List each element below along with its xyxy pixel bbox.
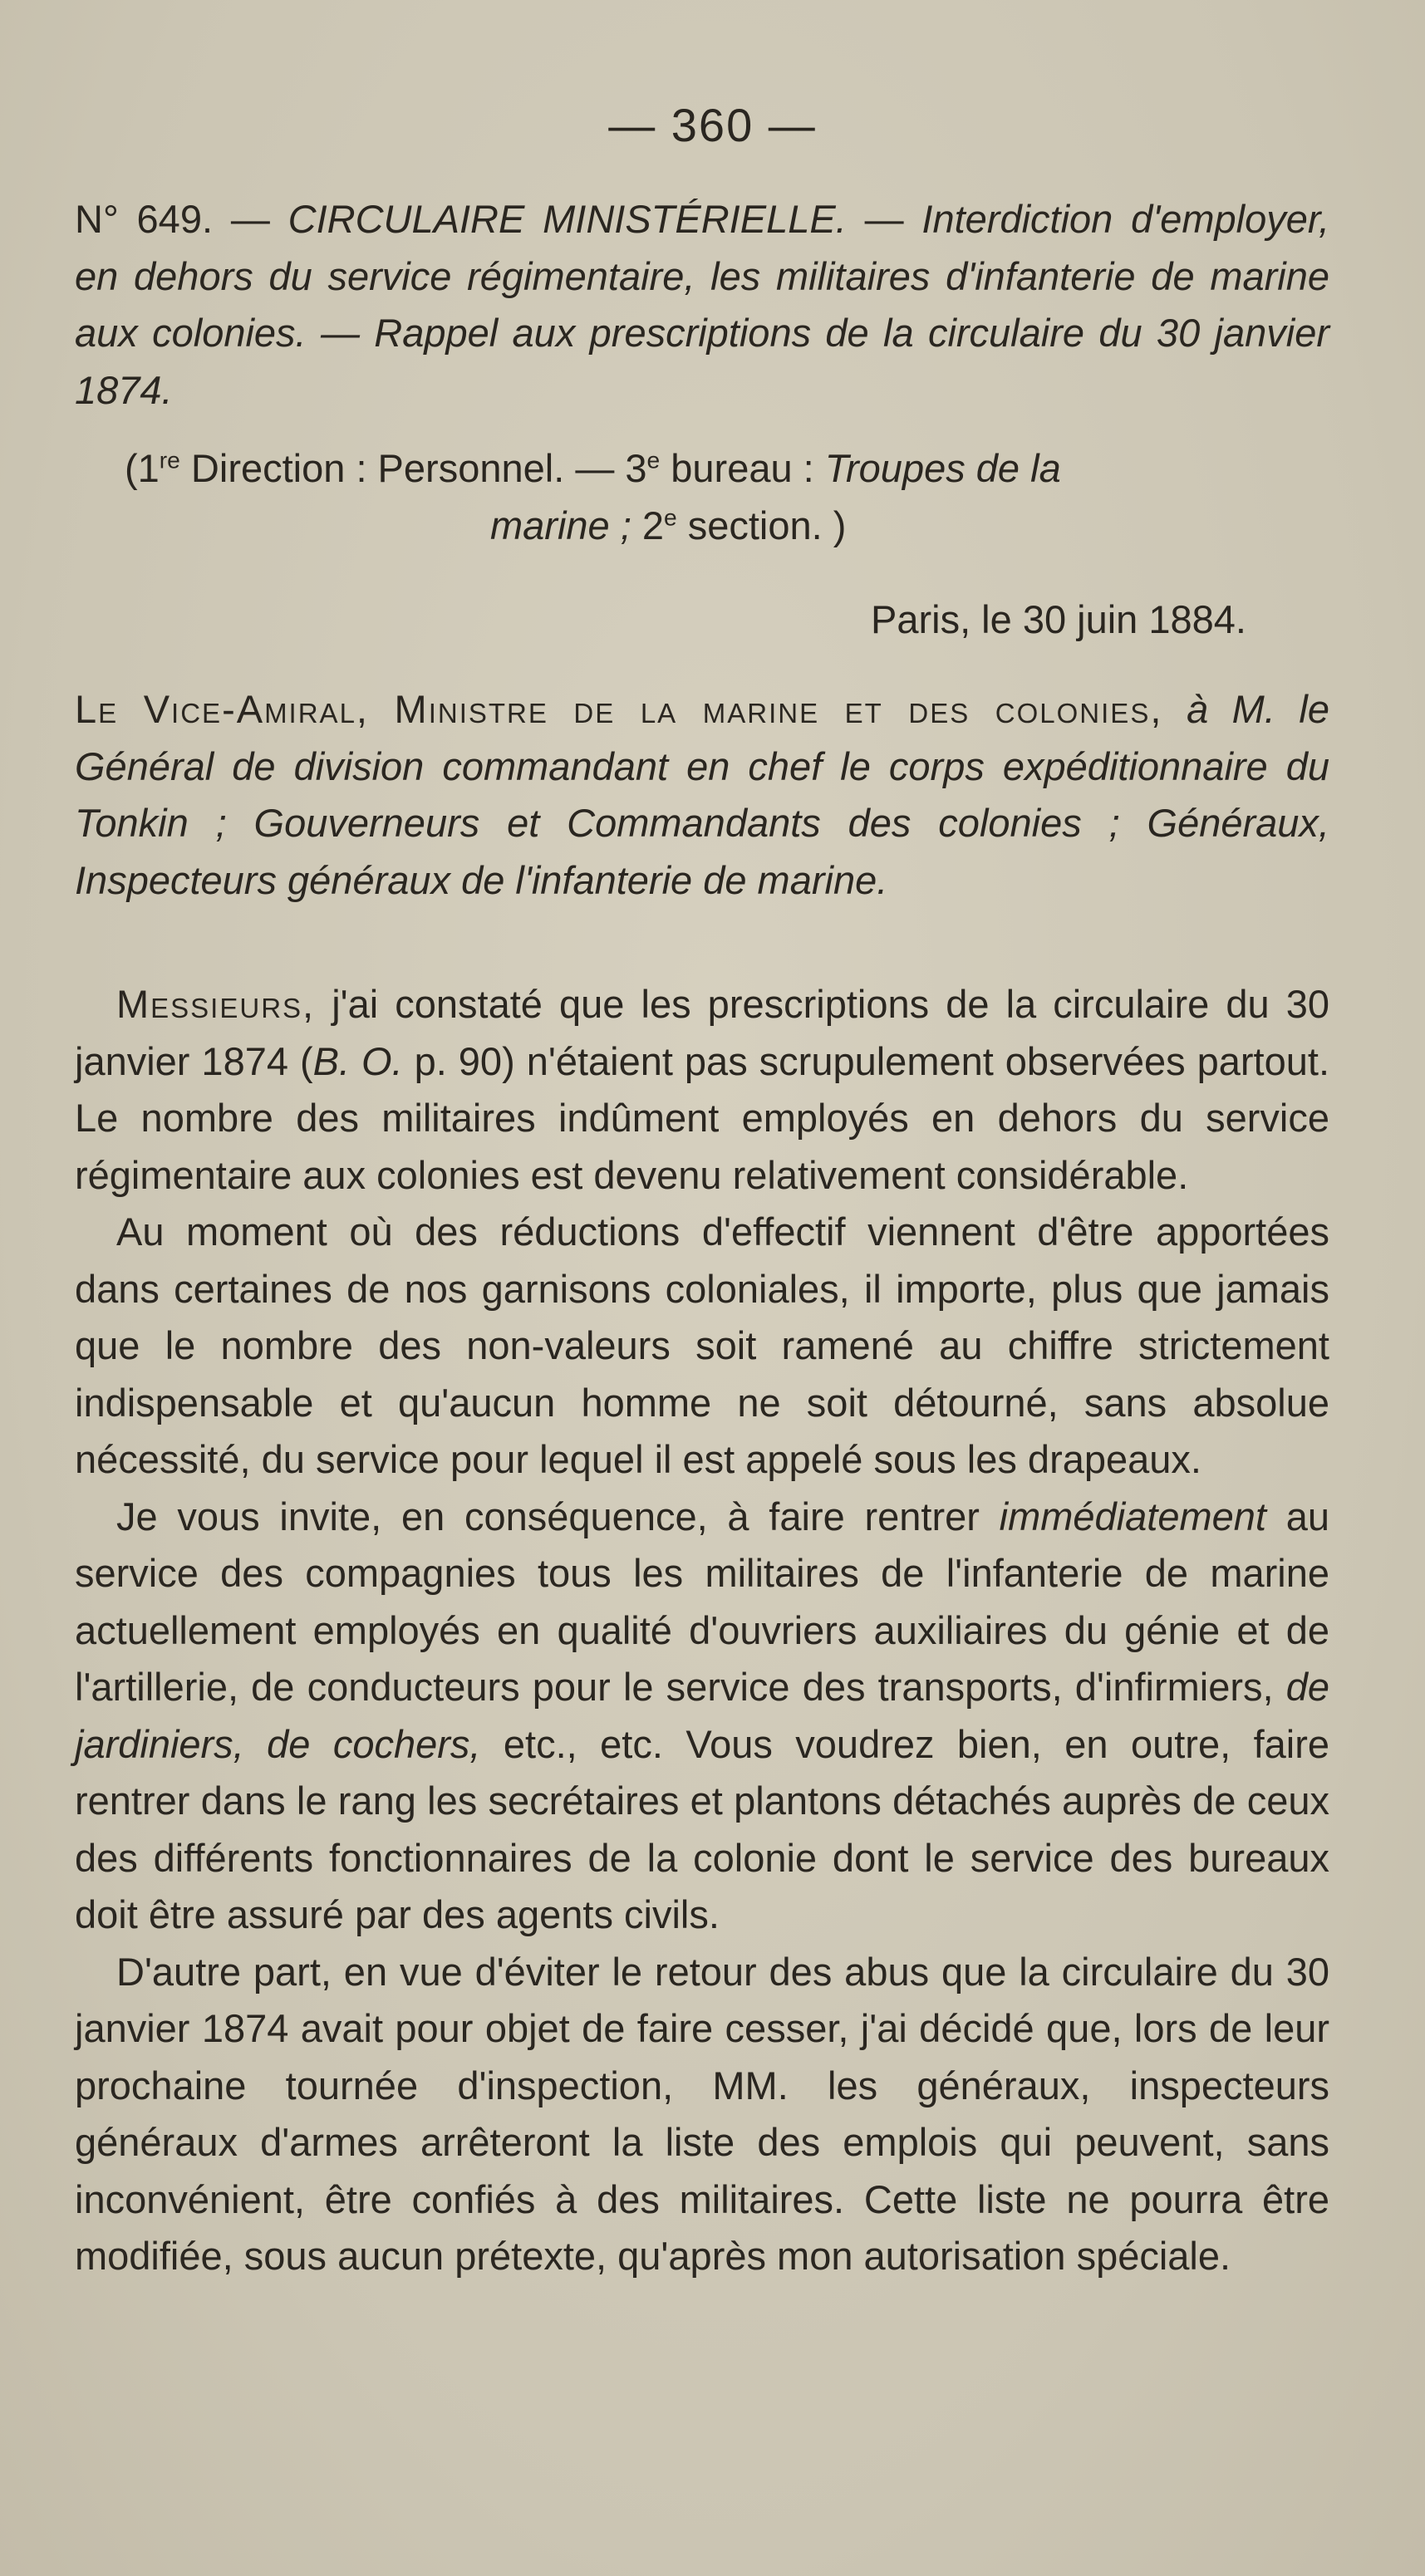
dateline: Paris, le 30 juin 1884.	[870, 597, 1246, 641]
heading-dash: —	[213, 197, 288, 241]
jardiniers-text: de jardiniers, de cochers,	[75, 1665, 1329, 1766]
direction-line-2	[125, 498, 1329, 555]
circular-heading	[75, 191, 1329, 419]
circular-number: N° 649.	[75, 197, 214, 241]
section-text: section. )	[676, 503, 847, 547]
troupes-text: Troupes de la	[824, 446, 1061, 490]
circular-subject: Interdiction d'employer, en dehors du service régimentaire, les militaires d'infanterie de marine aux colonies. — Rappel aux prescriptions de la circulaire du 30 janvier 1874.	[75, 197, 1329, 412]
bureau-sup: e	[646, 446, 661, 473]
section-number: 2	[631, 503, 664, 547]
circular-type: CIRCULAIRE MINISTÉRIELLE.	[287, 197, 847, 241]
paragraph-3-text-b: au service des compagnies tous les militaires de l'infanterie de marine actuellement employés en qualité d'ouvriers auxiliaires du génie et de l'artillerie, de conducteurs pour le service des transports, d'infirmiers,	[75, 1494, 1329, 1709]
bulletin-reference: B. O.	[312, 1038, 403, 1083]
paragraph-1-text-b: p. 90) n'étaient pas scrupulement observées partout. Le nombre des militaires indûment employés en dehors du service régimentaire aux colonies est devenu relativement considérable.	[75, 1038, 1329, 1197]
direction-text: (1	[125, 446, 160, 490]
marine-text: marine ;	[490, 503, 631, 547]
paragraph-4: D'autre part, en vue d'éviter le retour des abus que la circulaire du 30 janvier 1874 avait pour objet de faire cesser, j'ai décidé que, lors de leur prochaine tournée d'inspection, MM. les généraux, inspecteurs généraux d'armes arrêteront la liste des emplois qui peuvent, sans inconvénient, être confiés à des militaires. Cette liste ne pourra être modifiée, sous aucun prétexte, qu'après mon autorisation spéciale.	[75, 1949, 1329, 2278]
paragraph-3-text-a: Je vous invite, en conséquence, à faire rentrer	[116, 1494, 1000, 1538]
bureau-text: bureau :	[660, 446, 825, 490]
direction-sup: re	[159, 446, 180, 473]
page-number: — 360 —	[608, 99, 817, 151]
letter-body	[75, 976, 1329, 2285]
heading-dash-2: —	[846, 197, 922, 241]
paragraph-3	[75, 1489, 1329, 1944]
salutation: Messieurs,	[116, 982, 316, 1026]
paragraph-1-text-a: j'ai constaté que les prescriptions de la circulaire du 30 janvier 1874 (	[75, 982, 1329, 1083]
paragraph-2: Au moment où des réductions d'effectif viennent d'être apportées dans certaines de nos garnisons coloniales, il importe, plus que jamais que le nombre des non-valeurs soit ramené au chiffre strictement indispensable et qu'aucun homme ne soit détourné, sans absolue nécessité, du service pour lequel il est appelé sous les drapeaux.	[75, 1209, 1329, 1481]
immediatement-text: immédiatement	[999, 1494, 1266, 1538]
paragraph-1	[75, 976, 1329, 1204]
section-sup: e	[663, 503, 677, 530]
addressee-block	[75, 681, 1329, 909]
recipients: à M. le Général de division commandant en chef le corps expéditionnaire du Tonkin ; Gouverneurs et Commandants des colonies ; Généraux, Inspecteurs généraux de l'infanterie de marine.	[75, 687, 1329, 902]
direction-reference	[125, 440, 1329, 554]
sender: Le Vice-Amiral, Ministre de la marine et des colonies,	[75, 687, 1163, 731]
direction-text-b: Direction : Personnel. — 3	[179, 446, 647, 490]
paragraph-3-text-c: etc., etc. Vous voudrez bien, en outre, faire rentrer dans le rang les secrétaires et plantons détachés auprès de ceux des différents fonctionnaires de la colonie dont le service des bureaux doit être assuré par des agents civils.	[75, 1721, 1329, 1936]
